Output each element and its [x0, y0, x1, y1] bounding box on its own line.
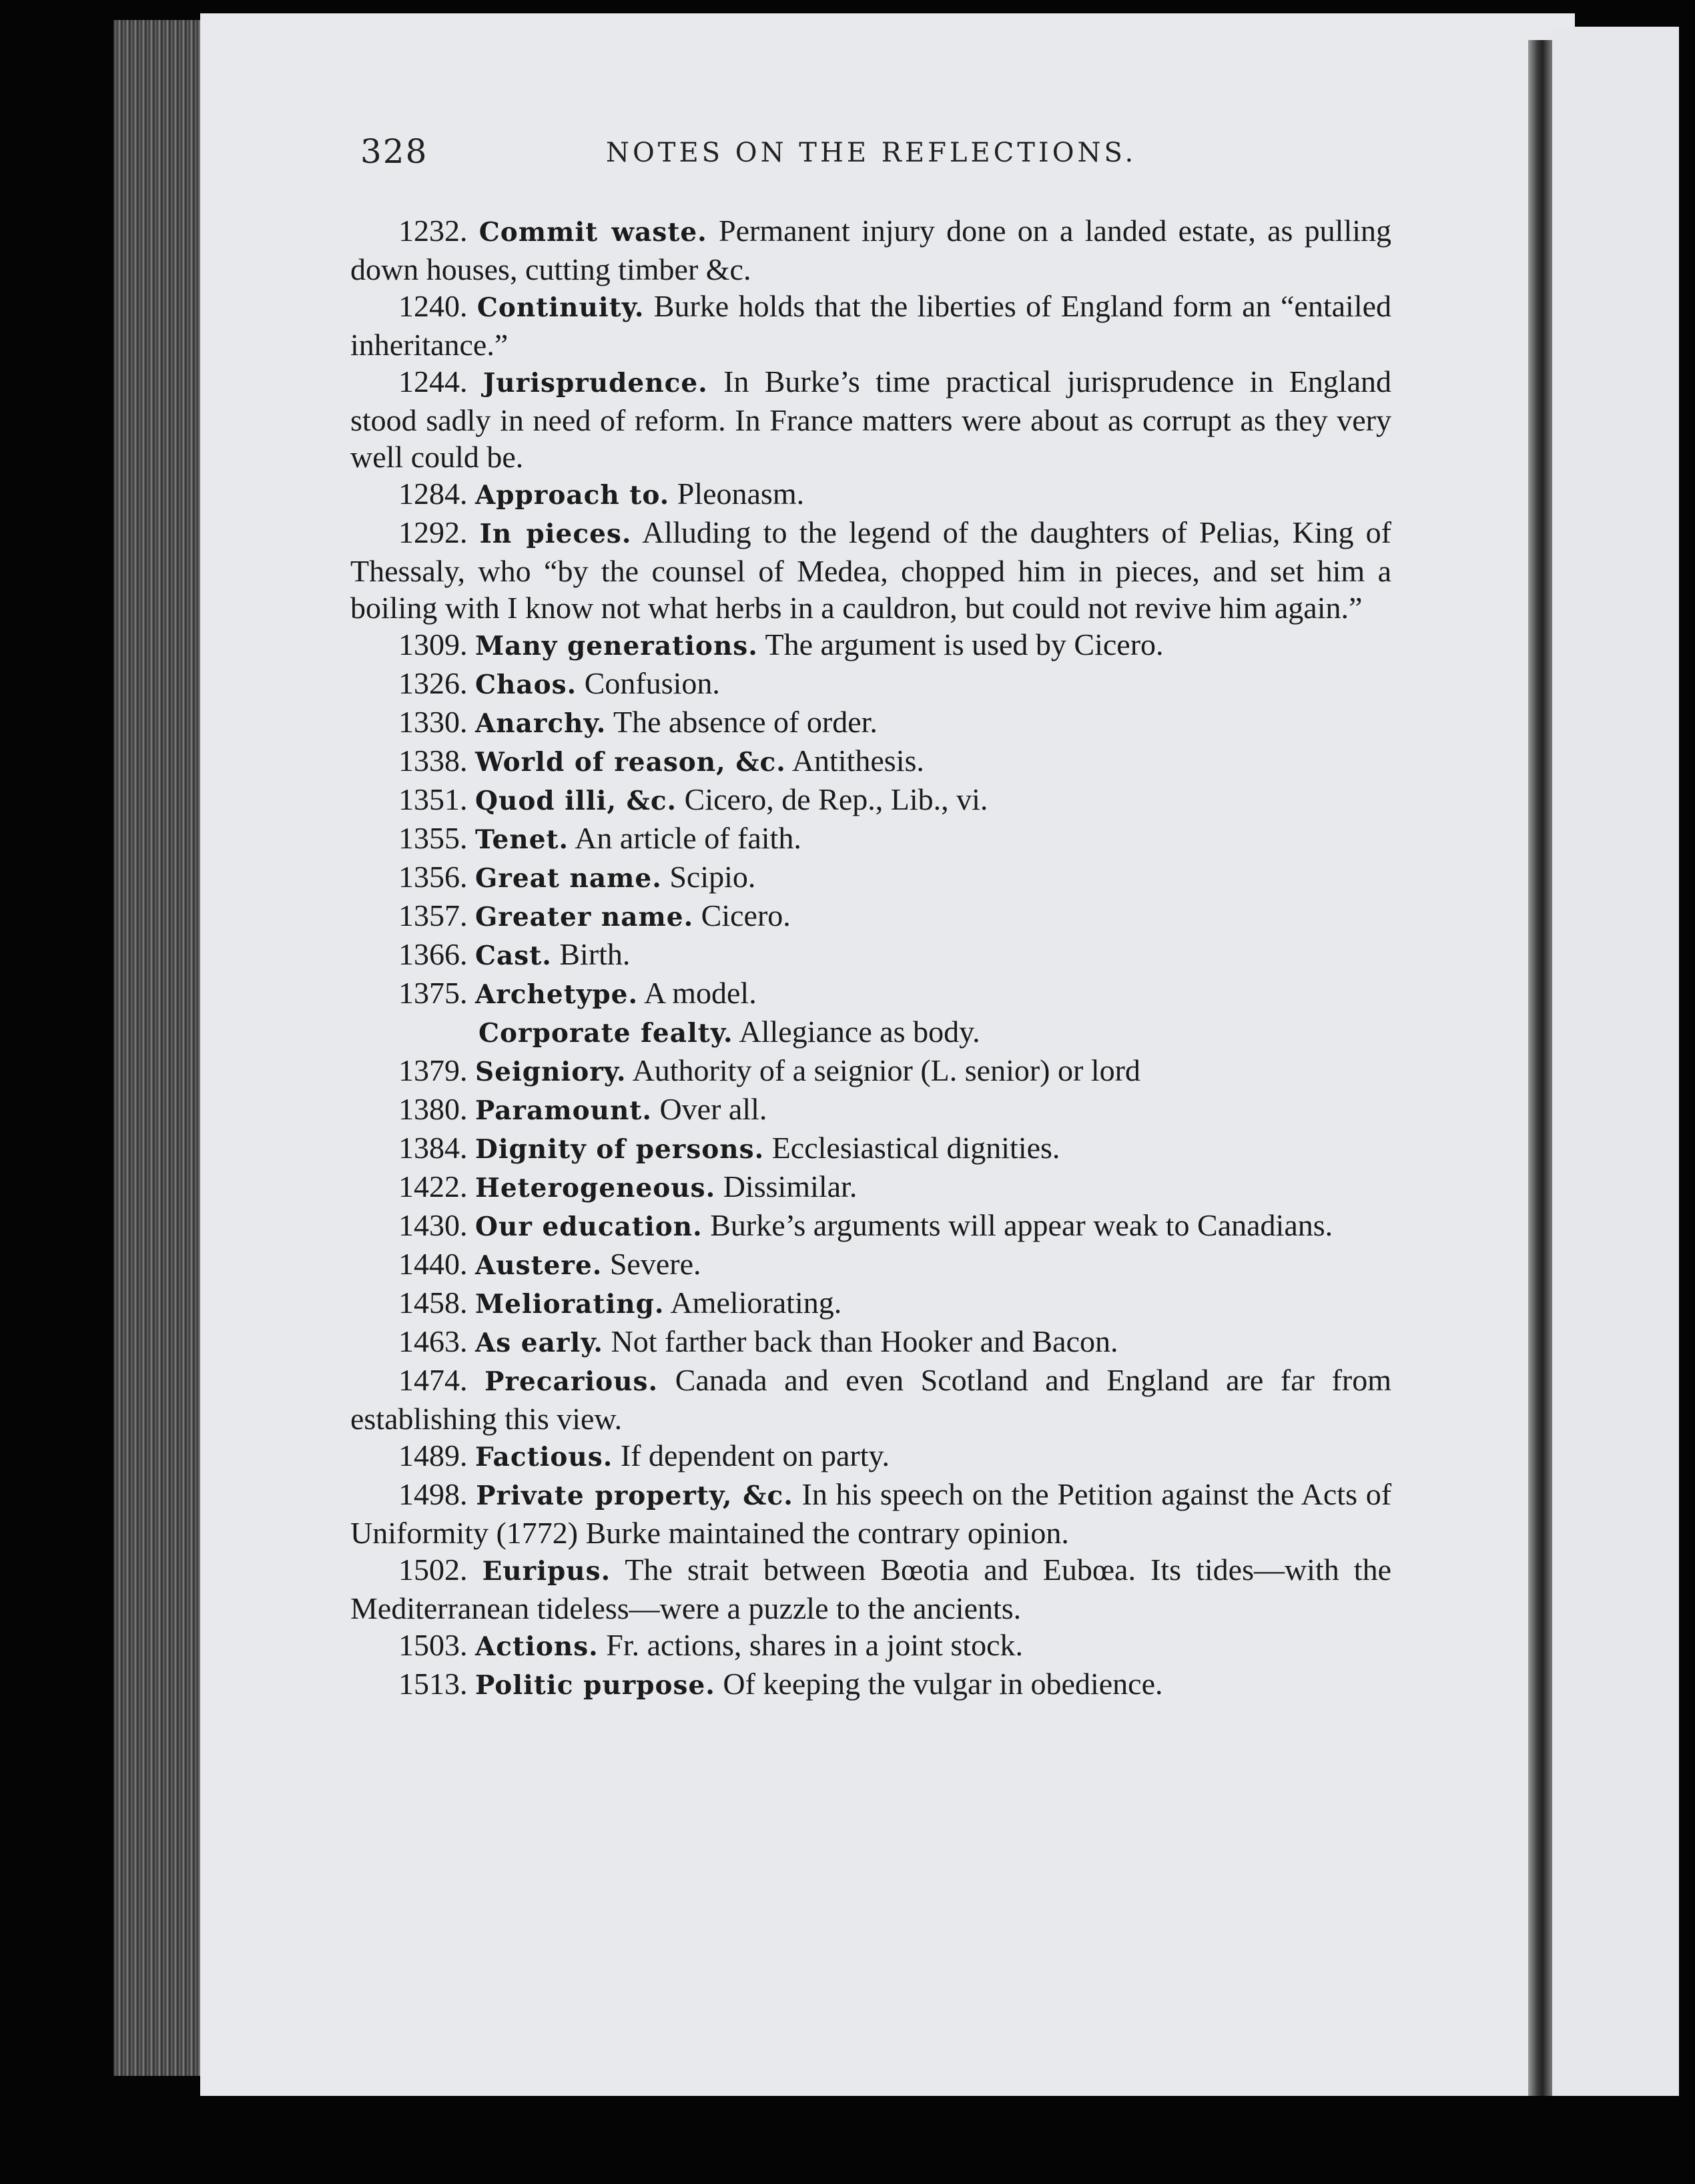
note-line-number: 1422.	[398, 1169, 468, 1203]
note-gloss: Dissimilar.	[723, 1169, 858, 1203]
note-term: Meliorating.	[475, 1289, 665, 1320]
note-line-number: 1384.	[398, 1131, 468, 1165]
note-line-number: 1513.	[398, 1667, 468, 1701]
note-term: World of reason, &c.	[475, 747, 786, 778]
book-gutter	[1528, 40, 1552, 2096]
note-gloss: Scipio.	[669, 860, 756, 894]
note-gloss: Canada and even Scotland and England are far from establishing this view.	[350, 1363, 1392, 1436]
note-gloss: Burke’s arguments will appear weak to Canadians.	[710, 1208, 1333, 1242]
note-gloss: Antithesis.	[791, 744, 924, 778]
note-gloss: Confusion.	[584, 666, 720, 700]
note-entry	[350, 212, 1391, 288]
note-gloss: Pleonasm.	[677, 477, 805, 511]
note-line-number: 1474.	[398, 1363, 468, 1397]
note-line-number: 1502.	[398, 1553, 468, 1587]
note-entry	[350, 1207, 1391, 1246]
note-entry	[350, 781, 1391, 820]
note-gloss: Cicero.	[701, 898, 791, 932]
note-gloss: The argument is used by Cicero.	[765, 627, 1164, 661]
note-gloss: The absence of order.	[613, 705, 878, 739]
note-entry	[350, 1052, 1391, 1091]
note-gloss: A model.	[644, 976, 757, 1010]
note-entry	[350, 1551, 1391, 1627]
note-term: Paramount.	[475, 1095, 652, 1126]
facing-page	[1552, 27, 1679, 2096]
note-term: Heterogeneous.	[475, 1173, 716, 1203]
note-term: Dignity of persons.	[475, 1134, 765, 1165]
note-line-number: 1338.	[398, 744, 468, 778]
note-term: As early.	[475, 1328, 604, 1358]
note-line-number: 1463.	[398, 1324, 468, 1358]
note-gloss: Of keeping the vulgar in obedience.	[723, 1667, 1163, 1701]
note-term: Actions.	[475, 1631, 599, 1662]
note-line-number: 1240.	[398, 289, 468, 323]
note-line-number: 1503.	[398, 1628, 468, 1662]
note-line-number: 1356.	[398, 860, 468, 894]
note-line-number: 1244.	[398, 364, 468, 398]
note-line-number: 1430.	[398, 1208, 468, 1242]
note-entry	[350, 626, 1391, 665]
note-entry	[350, 1246, 1391, 1284]
note-entry	[350, 858, 1391, 897]
running-head	[360, 132, 1562, 186]
note-entry	[350, 665, 1391, 704]
note-entry	[350, 742, 1391, 781]
note-entry	[350, 704, 1391, 742]
note-entry	[350, 1013, 1391, 1052]
page-number: 328	[360, 132, 428, 171]
note-line-number: 1380.	[398, 1092, 468, 1126]
note-gloss: Ameliorating.	[670, 1286, 842, 1320]
note-entry	[350, 1323, 1391, 1362]
note-gloss: Over all.	[659, 1092, 767, 1126]
note-entry	[350, 820, 1391, 858]
note-term: Continuity.	[476, 292, 645, 323]
note-gloss: Cicero, de Rep., Lib., vi.	[684, 782, 988, 816]
note-entry	[350, 1476, 1391, 1551]
note-entry	[350, 1665, 1391, 1704]
note-term: Politic purpose.	[475, 1670, 715, 1701]
note-gloss: Alluding to the legend of the daughters of Pelias, King of Thessaly, who “by the counsel of Medea, chopped him in pieces, and set him a boiling with I know not what herbs in a cauldron, but could not revive him again.”	[350, 515, 1391, 625]
note-gloss: Allegiance as body.	[739, 1015, 980, 1049]
note-gloss: Fr. actions, shares in a joint stock.	[606, 1628, 1024, 1662]
note-entry	[350, 1168, 1391, 1207]
note-gloss: Permanent injury done on a landed estate, as pulling down houses, cutting timber &c.	[350, 214, 1392, 286]
note-entry	[350, 363, 1391, 475]
note-gloss: The strait between Bœotia and Eubœa. Its tides—with the Mediterranean tideless—were a puzzle to the ancients.	[350, 1553, 1392, 1625]
note-entry	[350, 1362, 1391, 1437]
note-line-number: 1292.	[398, 515, 468, 549]
note-term: Seigniory.	[475, 1057, 627, 1087]
note-term: Cast.	[475, 940, 552, 971]
book-page-edges	[113, 20, 207, 2076]
note-term: Jurisprudence.	[482, 368, 708, 398]
note-line-number: 1232.	[398, 214, 468, 248]
note-line-number: 1284.	[398, 477, 468, 511]
note-term: Chaos.	[475, 669, 577, 700]
note-line-number: 1330.	[398, 705, 468, 739]
note-term: Precarious.	[484, 1366, 659, 1397]
note-term: Great name.	[475, 863, 662, 894]
note-entry	[350, 936, 1391, 975]
note-line-number: 1458.	[398, 1286, 468, 1320]
note-term: Quod illi, &c.	[475, 786, 677, 816]
note-gloss: Birth.	[559, 937, 631, 971]
note-entry	[350, 1627, 1391, 1665]
note-gloss: If dependent on party.	[620, 1438, 890, 1472]
note-gloss: Authority of a seignior (L. senior) or lord	[632, 1053, 1140, 1087]
note-line-number: 1375.	[398, 976, 468, 1010]
note-entry	[350, 1129, 1391, 1168]
note-term: Anarchy.	[475, 708, 607, 739]
note-line-number: 1326.	[398, 666, 468, 700]
note-term: Euripus.	[482, 1556, 611, 1587]
note-gloss: In his speech on the Petition against the Acts of Uniformity (1772) Burke maintained the contrary opinion.	[350, 1477, 1392, 1550]
note-line-number: 1366.	[398, 937, 468, 971]
note-term: Commit waste.	[478, 217, 707, 248]
note-term: Our education.	[475, 1211, 703, 1242]
note-term: Corporate fealty.	[478, 1018, 733, 1049]
note-gloss: An article of faith.	[575, 821, 801, 855]
note-term: Factious.	[475, 1442, 613, 1472]
note-term: Greater name.	[475, 902, 694, 932]
running-title: NOTES ON THE REFLECTIONS.	[606, 138, 1137, 168]
note-term: Tenet.	[475, 824, 569, 855]
note-gloss: Severe.	[609, 1247, 701, 1281]
note-line-number: 1440.	[398, 1247, 468, 1281]
note-line-number: 1498.	[398, 1477, 468, 1511]
note-line-number: 1355.	[398, 821, 468, 855]
note-entry	[350, 1091, 1391, 1129]
note-entry	[350, 1284, 1391, 1323]
note-entry	[350, 288, 1391, 363]
note-entry	[350, 475, 1391, 514]
note-term: Many generations.	[475, 631, 758, 661]
note-line-number: 1357.	[398, 898, 468, 932]
note-line-number: 1379.	[398, 1053, 468, 1087]
notes-list	[350, 212, 1391, 1704]
note-entry	[350, 1437, 1391, 1476]
note-line-number: 1309.	[398, 627, 468, 661]
note-entry	[350, 897, 1391, 936]
note-gloss: Not farther back than Hooker and Bacon.	[611, 1324, 1118, 1358]
note-gloss: In Burke’s time practical jurisprudence in England stood sadly in need of reform. In France matters were about as corrupt as they very well could be.	[350, 364, 1392, 474]
note-gloss: Ecclesiastical dignities.	[771, 1131, 1060, 1165]
note-line-number: 1351.	[398, 782, 468, 816]
note-entry	[350, 514, 1391, 626]
note-term: Approach to.	[475, 480, 670, 511]
note-term: In pieces.	[479, 519, 632, 549]
note-term: Austere.	[475, 1250, 603, 1281]
note-term: Private property, &c.	[476, 1480, 793, 1511]
note-line-number: 1489.	[398, 1438, 468, 1472]
note-gloss: Burke holds that the liberties of England form an “entailed inheritance.”	[350, 289, 1392, 362]
note-entry	[350, 975, 1391, 1013]
note-term: Archetype.	[475, 979, 639, 1010]
